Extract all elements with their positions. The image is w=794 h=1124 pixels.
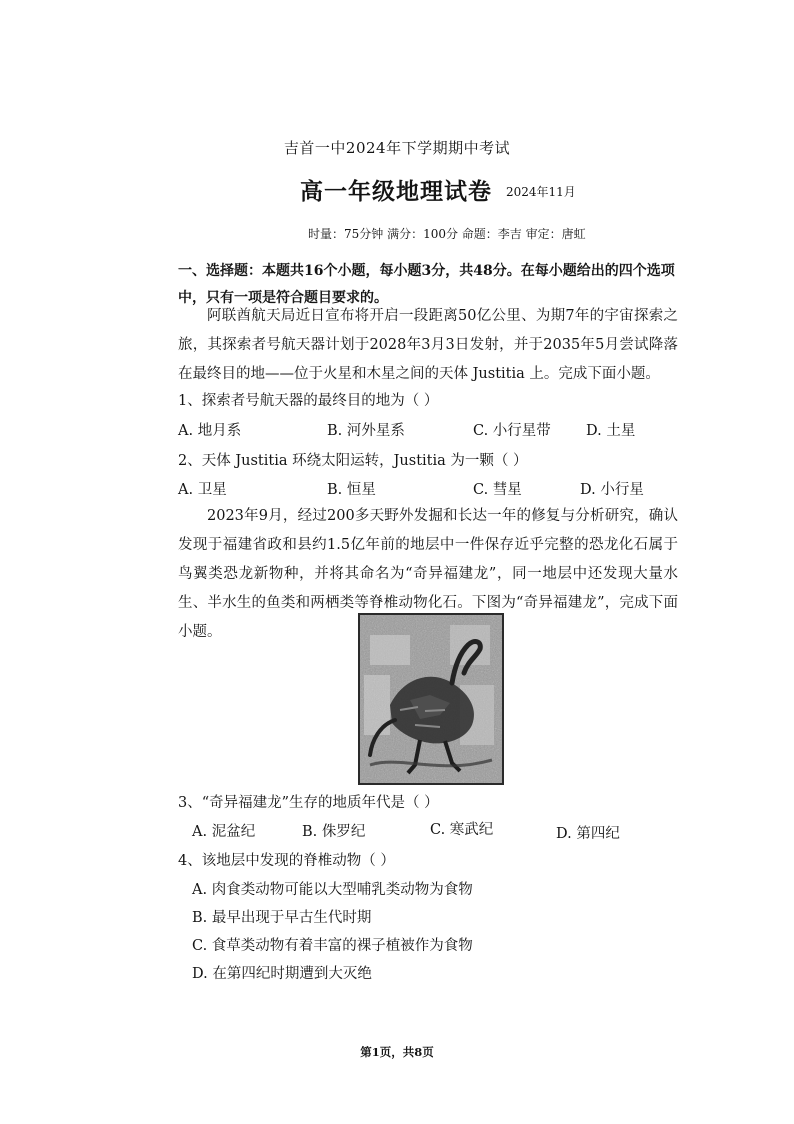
question-2-option-c: C. 彗星 — [473, 482, 522, 498]
dinosaur-fossil-image — [358, 613, 504, 785]
question-2-option-a: A. 卫星 — [178, 482, 227, 498]
question-1-option-d: D. 土星 — [586, 423, 636, 439]
question-1-stem: 1、探索者号航天器的最终目的地为（ ） — [178, 393, 439, 409]
exam-date: 2024年11月 — [506, 185, 576, 199]
question-4-option-b: B. 最早出现于早古生代时期 — [192, 910, 372, 926]
question-4-stem: 4、该地层中发现的脊椎动物（ ） — [178, 853, 395, 869]
question-4-option-d: D. 在第四纪时期遭到大灭绝 — [192, 966, 372, 982]
question-3-option-c: C. 寒武纪 — [430, 822, 494, 838]
school-exam-heading: 吉首一中2024年下学期期中考试 — [283, 139, 511, 157]
section-heading: 一、选择题：本题共16个小题，每小题3分，共48分。在每小题给出的四个选项中，只有一项是符合题目要求的。 — [178, 263, 675, 306]
question-1-option-b: B. 河外星系 — [327, 423, 405, 439]
passage-1: 阿联酋航天局近日宣布将开启一段距离50亿公里、为期7年的宇宙探索之旅，其探索者号航天器计划于2028年3月3日发射，并于2035年5月尝试降落在最终目的地——位于火星和木星之间的天体 Justitia 上。完成下面小题。 — [178, 308, 678, 382]
question-1-option-a: A. 地月系 — [178, 423, 242, 439]
question-2-option-b: B. 恒星 — [327, 482, 376, 498]
question-2-option-d: D. 小行星 — [580, 482, 644, 498]
passage-2: 2023年9月，经过200多天野外发掘和长达一年的修复与分析研究，确认发现于福建省政和县约1.5亿年前的地层中一件保存近乎完整的恐龙化石属于鸟翼类恐龙新物种，并将其命名为“奇异福建龙”，同一地层中还发现大量水生、半水生的鱼类和两栖类等脊椎动物化石。下图为“奇异福建龙”，完成下面小题。 — [178, 508, 678, 640]
question-4-option-c: C. 食草类动物有着丰富的裸子植被作为食物 — [192, 938, 473, 954]
question-3-option-d: D. 第四纪 — [556, 826, 620, 842]
question-4-option-a: A. 肉食类动物可能以大型哺乳类动物为食物 — [192, 882, 473, 898]
fossil-illustration — [360, 615, 502, 783]
exam-meta: 时量：75分钟 满分：100分 命题：李吉 审定：唐虹 — [308, 227, 586, 241]
title-row — [300, 173, 576, 206]
page-footer: 第1页，共8页 — [360, 1045, 434, 1059]
question-3-option-b: B. 侏罗纪 — [302, 824, 366, 840]
question-3-option-a: A. 泥盆纪 — [192, 824, 256, 840]
question-2-stem: 2、天体 Justitia 环绕太阳运转，Justitia 为一颗（ ） — [178, 453, 528, 469]
question-1-option-c: C. 小行星带 — [473, 423, 551, 439]
paper-title: 高一年级地理试卷 — [300, 178, 492, 205]
question-3-stem: 3、“奇异福建龙”生存的地质年代是（ ） — [178, 795, 439, 811]
